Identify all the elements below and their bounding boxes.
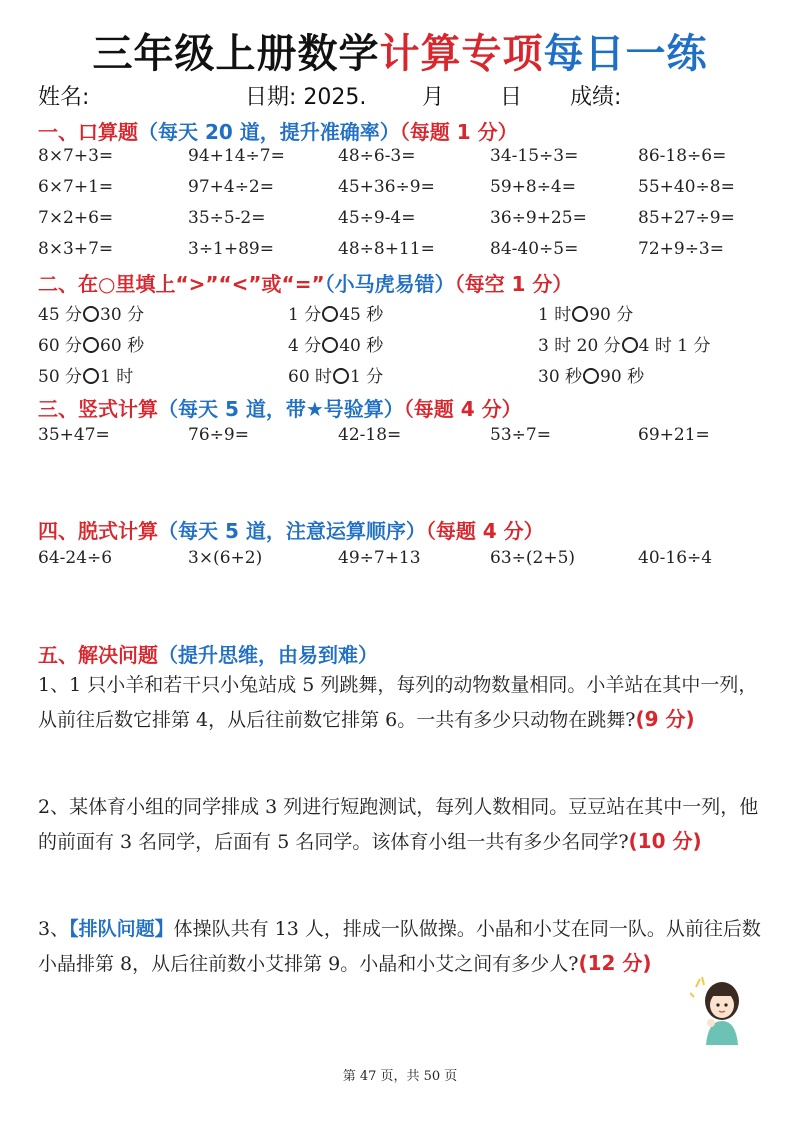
oral-calc-item: 7×2+6= bbox=[38, 208, 114, 228]
problem-2-text: 2、某体育小组的同学排成 3 列进行短跑测试，每列人数相同。豆豆站在其中一列，他的前面有 3 名同学，后面有 5 名同学。该体育小组一共有多少名同学? bbox=[38, 796, 759, 853]
compare-left: 50 分 bbox=[38, 367, 83, 387]
compare-item bbox=[288, 300, 383, 325]
oral-calc-item: 35÷5-2= bbox=[188, 208, 266, 228]
oral-calc-item: 8×7+3= bbox=[38, 146, 114, 166]
oral-calc-item: 85+27÷9= bbox=[638, 208, 735, 228]
section-2-note: （小马虎易错） bbox=[324, 272, 455, 296]
stepwise-calc-item: 40-16÷4 bbox=[638, 548, 713, 568]
info-line bbox=[38, 80, 768, 110]
title-part-1: 三年级上册数学 bbox=[92, 31, 380, 77]
problem-1-text: 1、1 只小羊和若干只小兔站成 5 列跳舞，每列的动物数量相同。小羊站在其中一列，从前往后数它排第 4，从后往前数它排第 6。一共有多少只动物在跳舞? bbox=[38, 674, 758, 731]
compare-right: 45 秒 bbox=[339, 305, 384, 325]
vertical-calc-item: 76÷9= bbox=[188, 425, 249, 445]
compare-right: 90 分 bbox=[589, 305, 634, 325]
section-4-title: 四、脱式计算 bbox=[38, 519, 158, 543]
vertical-calc-item: 53÷7= bbox=[490, 425, 551, 445]
problem-3 bbox=[38, 912, 768, 981]
answer-circle[interactable] bbox=[83, 306, 99, 322]
section-2-header bbox=[38, 268, 572, 297]
compare-left: 60 时 bbox=[288, 367, 333, 387]
oral-calc-item: 36÷9+25= bbox=[490, 208, 587, 228]
oral-calc-item: 86-18÷6= bbox=[638, 146, 727, 166]
answer-circle[interactable] bbox=[333, 368, 349, 384]
month-label: 月 bbox=[422, 85, 445, 110]
compare-left: 4 分 bbox=[288, 336, 322, 356]
answer-circle[interactable] bbox=[83, 337, 99, 353]
problem-2 bbox=[38, 790, 768, 859]
page-footer: 第 47 页，共 50 页 bbox=[342, 1069, 458, 1084]
problem-1-score: (9 分) bbox=[635, 707, 695, 731]
score-label: 成绩: bbox=[570, 85, 622, 110]
compare-item bbox=[38, 331, 144, 356]
problem-3-score: (12 分) bbox=[578, 951, 652, 975]
oral-calc-item: 48÷6-3= bbox=[338, 146, 416, 166]
section-3-note: （每天 5 道，带★号验算） bbox=[158, 397, 404, 421]
compare-right: 30 分 bbox=[100, 305, 145, 325]
section-3-score: （每题 4 分） bbox=[403, 397, 522, 421]
compare-left: 1 分 bbox=[288, 305, 322, 325]
compare-right: 1 分 bbox=[350, 367, 384, 387]
oral-calc-item: 97+4÷2= bbox=[188, 177, 274, 197]
stepwise-calc-item: 3×(6+2) bbox=[188, 548, 263, 568]
oral-calc-item: 45+36÷9= bbox=[338, 177, 435, 197]
compare-item bbox=[288, 331, 383, 356]
section-5-header bbox=[38, 639, 378, 668]
oral-calc-item: 34-15÷3= bbox=[490, 146, 579, 166]
section-5-note: （提升思维，由易到难） bbox=[158, 643, 378, 667]
compare-right: 60 秒 bbox=[100, 336, 145, 356]
compare-left: 60 分 bbox=[38, 336, 83, 356]
vertical-calc-item: 69+21= bbox=[638, 425, 710, 445]
oral-calc-item: 94+14÷7= bbox=[188, 146, 285, 166]
oral-calc-item: 72+9÷3= bbox=[638, 239, 724, 259]
section-5-title: 五、解决问题 bbox=[38, 643, 158, 667]
section-4-score: （每题 4 分） bbox=[425, 519, 544, 543]
section-2-score: （每空 1 分） bbox=[454, 272, 573, 296]
section-2-title: 二、在○里填上“>”“<”或“=” bbox=[38, 272, 325, 296]
day-label: 日 bbox=[500, 85, 523, 110]
problem-3-tag: 【排队问题】 bbox=[69, 918, 174, 940]
compare-right: 1 时 bbox=[100, 367, 134, 387]
answer-circle[interactable] bbox=[572, 306, 588, 322]
section-3-title: 三、竖式计算 bbox=[38, 397, 158, 421]
date-label: 日期: 2025. bbox=[245, 85, 367, 110]
compare-item bbox=[538, 300, 633, 325]
oral-calc-item: 3÷1+89= bbox=[188, 239, 274, 259]
compare-left: 1 时 bbox=[538, 305, 572, 325]
section-4-note: （每天 5 道，注意运算顺序） bbox=[158, 519, 426, 543]
answer-circle[interactable] bbox=[322, 306, 338, 322]
compare-right: 90 秒 bbox=[600, 367, 645, 387]
problem-2-score: (10 分) bbox=[628, 829, 702, 853]
stepwise-calc-item: 64-24÷6 bbox=[38, 548, 113, 568]
compare-left: 3 时 20 分 bbox=[538, 336, 621, 356]
compare-item bbox=[538, 362, 644, 387]
stepwise-calc-item: 49÷7+13 bbox=[338, 548, 421, 568]
section-1-header bbox=[38, 116, 518, 145]
section-3-header bbox=[38, 393, 522, 422]
stepwise-calc-item: 63÷(2+5) bbox=[490, 548, 576, 568]
compare-right: 4 时 1 分 bbox=[638, 336, 711, 356]
compare-left: 30 秒 bbox=[538, 367, 583, 387]
title-part-3: 每日一练 bbox=[543, 31, 708, 77]
problem-1 bbox=[38, 668, 768, 737]
problem-3-text: 体操队共有 13 人，排成一队做操。小晶和小艾在同一队。从前往后数小晶排第 8，从后往前数小艾排第 9。小晶和小艾之间有多少人? bbox=[38, 918, 761, 975]
oral-calc-item: 6×7+1= bbox=[38, 177, 114, 197]
answer-circle[interactable] bbox=[322, 337, 338, 353]
answer-circle[interactable] bbox=[83, 368, 99, 384]
section-1-title: 一、口算题 bbox=[38, 120, 138, 144]
compare-left: 45 分 bbox=[38, 305, 83, 325]
oral-calc-item: 48÷8+11= bbox=[338, 239, 435, 259]
compare-right: 40 秒 bbox=[339, 336, 384, 356]
name-label: 姓名: bbox=[38, 85, 90, 110]
compare-item bbox=[38, 300, 144, 325]
compare-item bbox=[538, 331, 711, 356]
section-1-note: （每天 20 道，提升准确率） bbox=[138, 120, 400, 144]
oral-calc-item: 45÷9-4= bbox=[338, 208, 416, 228]
answer-circle[interactable] bbox=[583, 368, 599, 384]
oral-calc-item: 55+40÷8= bbox=[638, 177, 735, 197]
answer-circle[interactable] bbox=[622, 337, 638, 353]
compare-item bbox=[38, 362, 133, 387]
problem-3-prefix: 3、 bbox=[38, 918, 70, 940]
title-part-2: 计算专项 bbox=[379, 31, 544, 77]
section-1-score: （每题 1 分） bbox=[399, 120, 518, 144]
girl-illustration bbox=[690, 975, 750, 1047]
compare-item bbox=[288, 362, 383, 387]
oral-calc-item: 59+8÷4= bbox=[490, 177, 576, 197]
oral-calc-item: 8×3+7= bbox=[38, 239, 114, 259]
vertical-calc-item: 42-18= bbox=[338, 425, 402, 445]
page-title bbox=[0, 22, 800, 79]
vertical-calc-item: 35+47= bbox=[38, 425, 110, 445]
oral-calc-item: 84-40÷5= bbox=[490, 239, 579, 259]
section-4-header bbox=[38, 515, 544, 544]
